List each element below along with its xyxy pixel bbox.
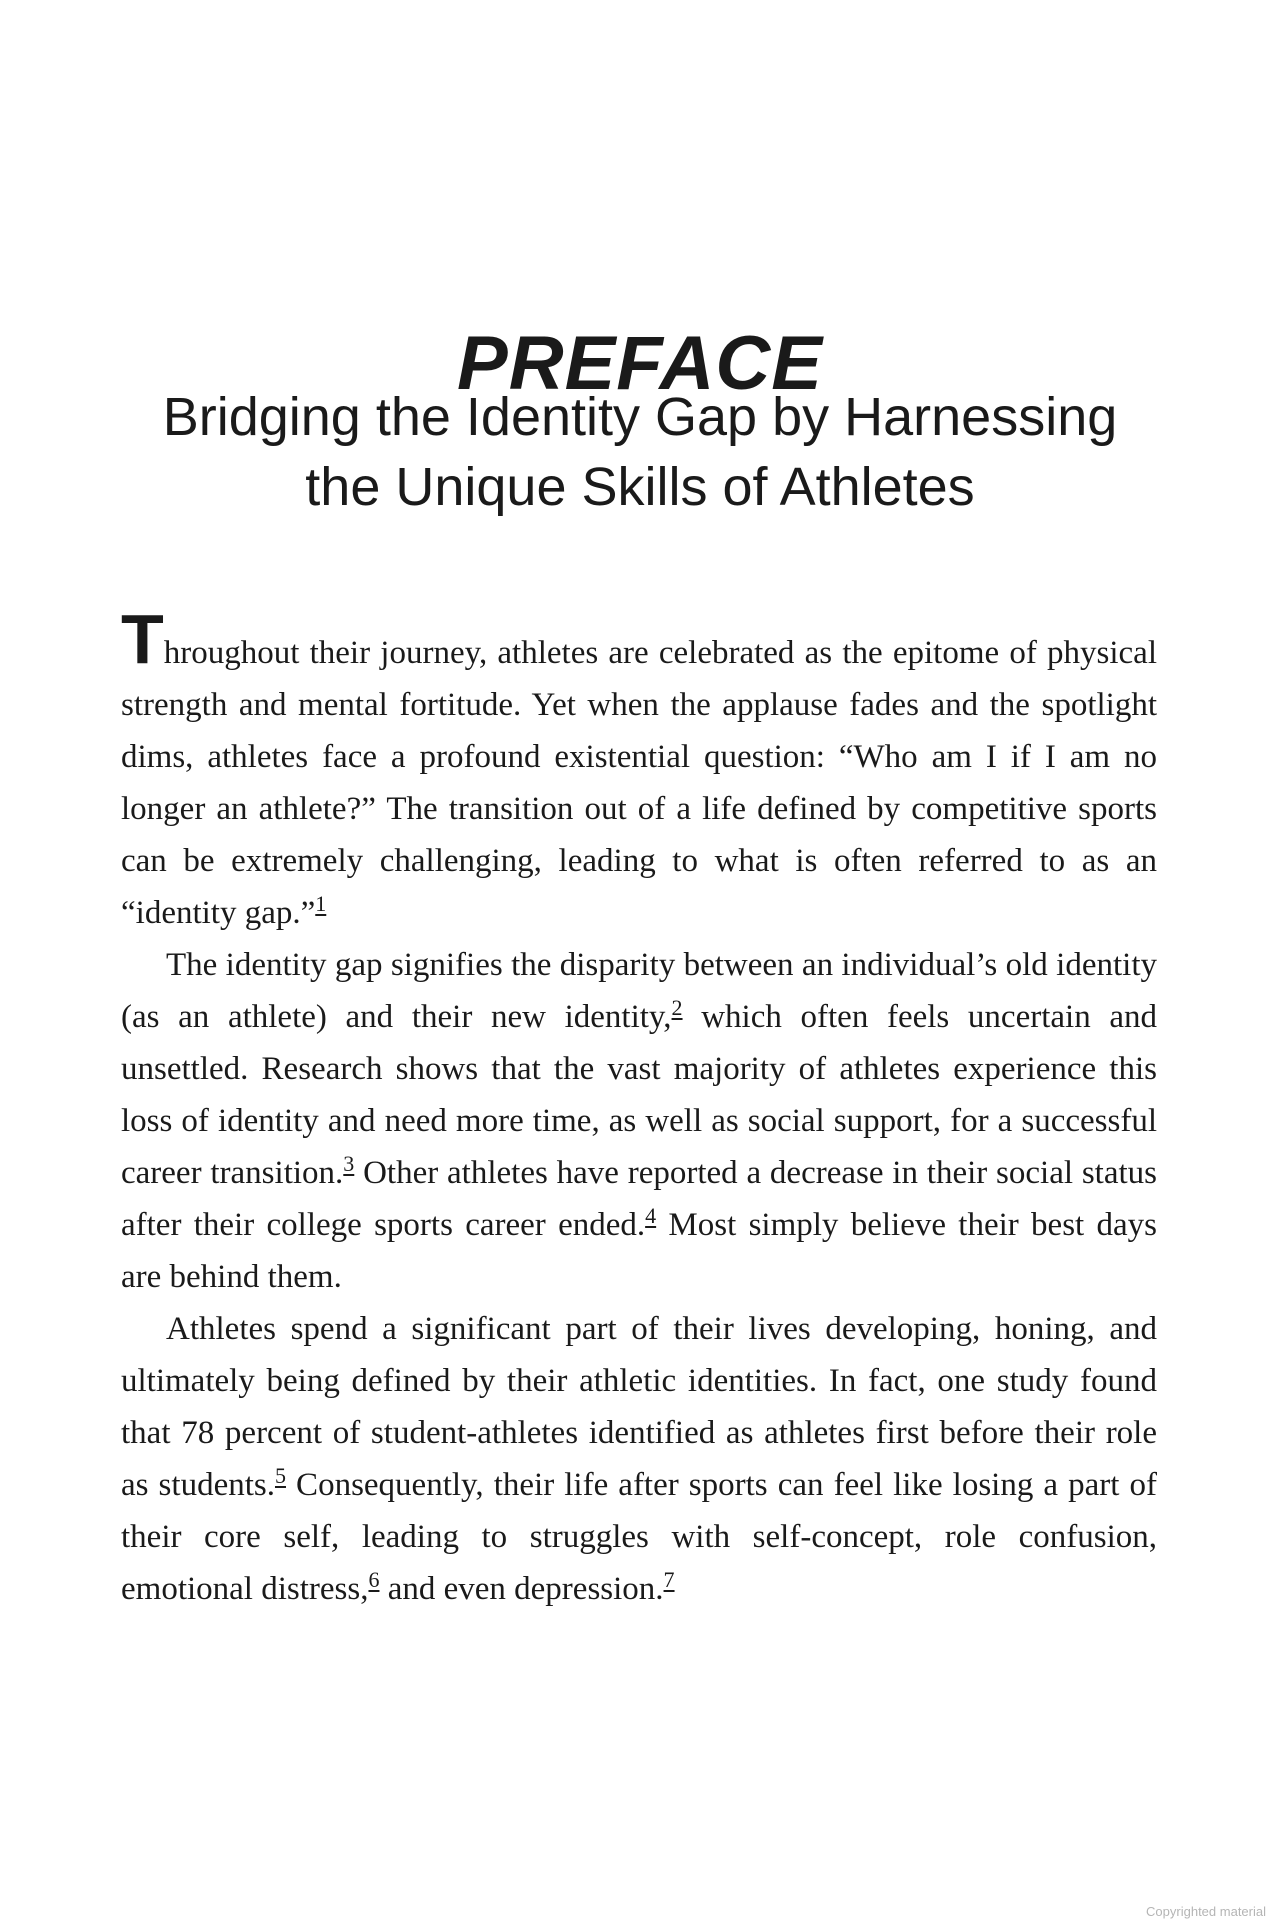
footnote-ref-4[interactable]: 4 [645,1203,657,1228]
paragraph-2-part-3: Other athletes have reported a decrease in their social status after their college sports career ended. [121,1155,1158,1243]
subtitle-line-2: the Unique Skills of Athletes [305,457,975,517]
paragraph-3-part-1: Athletes spend a significant part of their lives developing, honing, and ultimately being defined by their athletic identities. In fact, one study found that 78 percent of student-athletes identified as athletes first before their role as students. [121,1311,1157,1503]
paragraph-3-part-3: and even depression. [379,1571,664,1607]
footnote-ref-5[interactable]: 5 [274,1463,286,1488]
footnote-ref-6[interactable]: 6 [368,1567,380,1592]
paragraph-2-part-1: The identity gap signifies the disparity between an individual’s old identity (as an athlete) and their new identity, [121,947,1157,1035]
paragraph-2-part-2: which often feels uncertain and unsettled. Research shows that the vast majority of athletes experience this loss of identity and need more time, as well as social support, for a successful career transition. [121,999,1157,1191]
copyright-notice: Copyrighted material [1146,1904,1266,1919]
paragraph-3 [121,1303,1157,1615]
drop-cap: T [121,600,164,678]
chapter-heading: PREFACE [457,320,823,406]
paragraph-2-part-4: Most simply believe their best days are behind them. [121,1207,1157,1295]
footnote-ref-7[interactable]: 7 [663,1567,675,1592]
paragraph-2 [121,939,1157,1303]
paragraph-1-text: hroughout their journey, athletes are celebrated as the epitome of physical strength and mental fortitude. Yet when the applause fades and the spotlight dims, athletes face a profound existential question: “Who am I if I am no longer an athlete?” The transition out of a life defined by competitive sports can be extremely challenging, leading to what is often referred to as an “identity gap.” [121,635,1157,931]
footnote-ref-1[interactable]: 1 [315,891,327,916]
paragraph-3-part-2: Consequently, their life after sports can feel like losing a part of their core self, leading to struggles with self-concept, role confusion, emotional distress, [121,1467,1157,1607]
paragraph-1 [121,600,1157,939]
footnote-ref-2[interactable]: 2 [671,995,683,1020]
chapter-subtitle [100,382,1180,522]
subtitle-line-1: Bridging the Identity Gap by Harnessing [162,387,1118,447]
body-text [121,600,1158,1615]
footnote-ref-3[interactable]: 3 [343,1151,355,1176]
